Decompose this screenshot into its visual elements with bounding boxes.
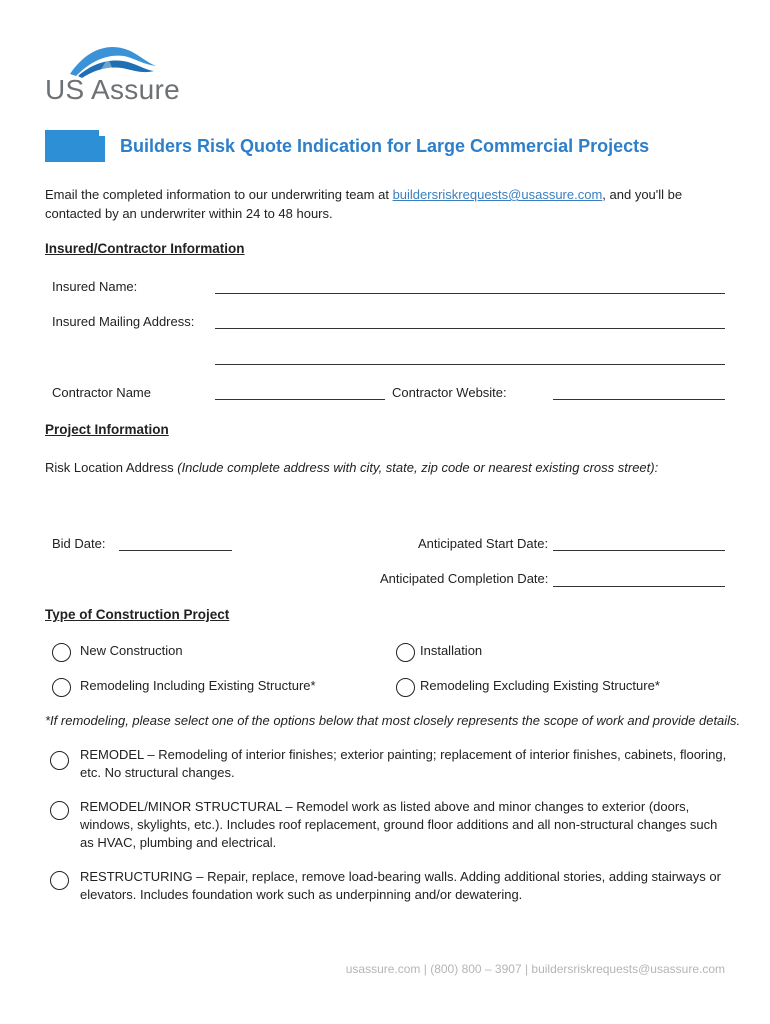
option-remodel-excluding: Remodeling Excluding Existing Structure* [420,678,660,693]
page-title: Builders Risk Quote Indication for Large Commercial Projects [120,136,650,156]
title-marker-tail [99,136,105,162]
logo-wave-icon [68,44,158,78]
option-remodel-including: Remodeling Including Existing Structure* [80,678,316,693]
title-marker-icon [45,130,105,162]
insured-section-heading: Insured/Contractor Information [45,241,245,256]
intro-after: , and you'll be contacted by an underwriter within 24 to 48 hours. [45,187,683,221]
option-new-construction: New Construction [80,643,183,658]
project-section-heading: Project Information [45,422,169,437]
scope-restructuring: RESTRUCTURING – Repair, replace, remove load-bearing walls. Adding additional stories, adding stairways or elevators. Includes foundation work such as underpinning and/or dewatering. [80,869,721,902]
bid-date-label: Bid Date: [52,536,106,551]
radio-new-construction[interactable] [52,643,71,662]
radio-remodel-excluding[interactable] [396,678,415,697]
scope-minor-structural: REMODEL/MINOR STRUCTURAL – Remodel work as listed above and minor changes to exterior (doors, windows, skylights, etc.). Includes roof replacement, ground floor additions and all non-structural changes such as HVAC, plumbing and electrical. [80,799,718,850]
contractor-website-label: Contractor Website: [392,385,507,400]
radio-scope-minor-structural[interactable] [50,801,69,820]
radio-scope-remodel[interactable] [50,751,69,770]
remodel-note: *If remodeling, please select one of the options below that most closely represents the scope of work and provide details. [45,713,741,728]
brand-name: US Assure [45,74,180,105]
radio-scope-restructuring[interactable] [50,871,69,890]
email-link[interactable]: buildersriskrequests@usassure.com [392,187,603,202]
contractor-name-field[interactable] [215,399,385,400]
contractor-website-field[interactable] [553,399,725,400]
option-installation: Installation [420,643,483,658]
radio-installation[interactable] [396,643,415,662]
page-footer: usassure.com | (800) 800 – 3907 | buildersriskrequests@usassure.com [345,962,725,976]
risk-location-note: (Include complete address with city, state, zip code or nearest existing cross street): [177,460,659,475]
mailing-address-field-2[interactable] [215,364,725,365]
completion-date-field[interactable] [553,586,725,587]
start-date-field[interactable] [553,550,725,551]
scope-remodel: REMODEL – Remodeling of interior finishes; exterior painting; replacement of interior finishes, cabinets, flooring, etc. No structural changes. [80,747,727,780]
insured-name-field[interactable] [215,293,725,294]
construction-section-heading: Type of Construction Project [45,607,230,622]
bid-date-field[interactable] [119,550,232,551]
completion-date-label: Anticipated Completion Date: [380,571,549,586]
risk-location-label-text: Risk Location Address [45,460,178,475]
intro-text [45,185,725,223]
insured-name-label: Insured Name: [52,279,138,294]
mailing-address-label: Insured Mailing Address: [52,314,195,329]
start-date-label: Anticipated Start Date: [418,536,549,551]
intro-before: Email the completed information to our underwriting team at [45,187,393,202]
risk-location-label [45,460,658,475]
radio-remodel-including[interactable] [52,678,71,697]
contractor-name-label: Contractor Name [52,385,151,400]
mailing-address-field-1[interactable] [215,328,725,329]
